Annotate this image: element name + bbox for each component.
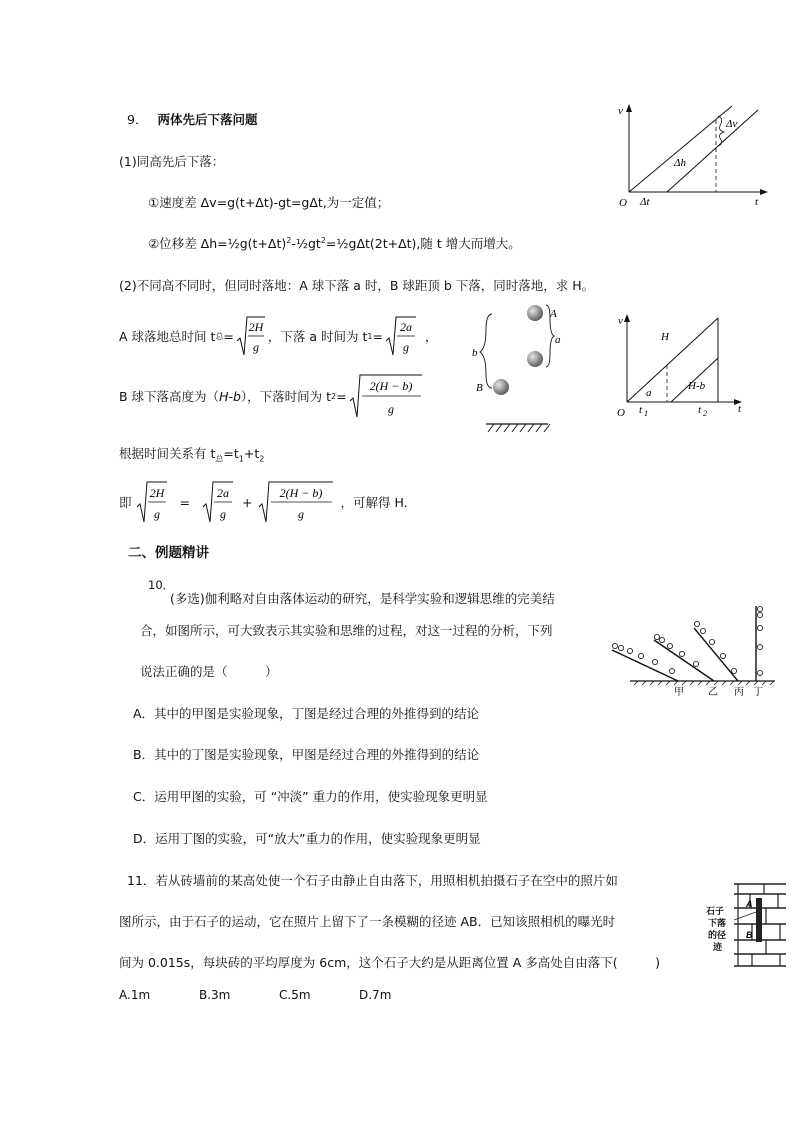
- graph2-Hb: H-b: [688, 380, 706, 392]
- graph1-dh: Δh: [674, 157, 686, 169]
- lineB-mid: ），下落时间为 t: [240, 389, 332, 404]
- relation-sub-zong: 总: [215, 454, 224, 464]
- lineA-end: ，: [424, 329, 438, 344]
- graph2-v: v: [618, 315, 623, 327]
- section9-heading: [127, 110, 257, 128]
- fig-label-yi: 乙: [708, 687, 718, 698]
- balls-A: A: [550, 308, 557, 320]
- lineA-eq2: =: [372, 328, 383, 344]
- q10-number: 10．: [148, 578, 175, 592]
- item2-sup-a: 2: [286, 235, 292, 245]
- wall-caption-4: 迹: [713, 942, 723, 952]
- graph2-a: a: [646, 387, 652, 399]
- fig-label-jia: 甲: [674, 687, 684, 698]
- wall-label-B: B: [746, 930, 753, 940]
- q10-text-1: (多选)伽利略对自由落体运动的研究，是科学实验和逻辑思维的完美结: [170, 591, 555, 606]
- wall-caption-1: 石子: [706, 906, 725, 916]
- graph1-t: t: [755, 196, 759, 208]
- rad-2a-num: 2a: [399, 320, 412, 334]
- wall-caption-2: 下落: [708, 918, 727, 928]
- final-radical-2a: [202, 479, 234, 525]
- q11-option-b: B.3m: [199, 988, 231, 1002]
- graph2-t: t: [738, 403, 742, 415]
- final-pre: 即: [119, 495, 132, 510]
- vt-graph-diff-height: [614, 310, 754, 420]
- q10-line1: [148, 577, 555, 607]
- ball-A-lower: [527, 351, 543, 367]
- final-2H-den: g: [153, 507, 160, 521]
- lineB: [119, 372, 423, 420]
- graph2-O: O: [617, 407, 625, 419]
- wall-caption-3: 的径: [708, 930, 727, 940]
- lineA-sub1: 1: [367, 331, 373, 341]
- balls-a: a: [555, 334, 561, 346]
- section2-heading: 二、例题精讲: [128, 545, 209, 561]
- galileo-balls: [612, 606, 762, 675]
- incline-bing: [694, 628, 738, 681]
- q11-option-c: C.5m: [279, 988, 311, 1002]
- final-2Hb-num: 2(H − b): [280, 486, 323, 500]
- graph1-O: O: [619, 197, 627, 209]
- q11-option-d: D.7m: [359, 988, 392, 1002]
- final-radical-2Hb: [258, 479, 334, 525]
- lineB-pre: B 球下落高度为（: [119, 389, 220, 404]
- final-eq: =: [179, 494, 190, 510]
- item2-sup-b: 2: [320, 235, 326, 245]
- incline-jia: [612, 650, 678, 681]
- q10-option-d: D．运用丁图的实验，可“放大”重力的作用，使实验现象更明显: [133, 831, 481, 846]
- relation-plus: +t: [243, 446, 260, 461]
- graph2-t1-sub: 1: [644, 409, 648, 418]
- ball-B: [493, 379, 509, 395]
- lineA-sub: 总: [215, 331, 224, 341]
- q10-option-c: C．运用甲图的实验，可 “冲淡” 重力的作用，使实验现象更明显: [133, 789, 488, 804]
- graph2-H: H: [661, 331, 669, 343]
- graph2-t2-sub: 2: [703, 409, 707, 418]
- final-2a-num: 2a: [217, 486, 229, 500]
- q11-line3: 间为 0.015s，每块砖的平均厚度为 6cm，这个石子大约是从距离位置 A 多高处自由落下( ): [119, 955, 660, 970]
- relation-sub2: 2: [259, 454, 265, 464]
- lineA: [119, 312, 437, 360]
- graph1-v: v: [618, 105, 623, 117]
- radical-2H-over-g: [236, 314, 266, 358]
- final-plus: +: [242, 494, 253, 510]
- lineA-mid: ，下落 a 时间为 t: [267, 329, 368, 344]
- section9-number: 9．: [127, 112, 148, 127]
- relation-post: =t: [223, 446, 239, 461]
- graph2-t2: t: [698, 404, 702, 416]
- lineA-eq: =: [223, 328, 234, 344]
- final-2H-num: 2H: [149, 486, 164, 500]
- vt-graph-same-height: [612, 100, 772, 212]
- section9-title: 两体先后下落问题: [157, 112, 258, 127]
- ground-hatch: [488, 424, 550, 432]
- item2-mid: -½gt: [291, 236, 321, 251]
- final-2Hb-den: g: [298, 507, 305, 521]
- section9-item1: ①速度差 Δv=g(t+Δt)-gt=gΔt,为一定值；: [148, 195, 390, 210]
- q10-line3: 说法正确的是（ ）: [140, 664, 278, 679]
- final-2a-den: g: [220, 507, 226, 521]
- graph1-dt: Δt: [640, 196, 650, 208]
- balls-diagram: [466, 300, 561, 440]
- relation-pre: 根据时间关系有 t: [119, 446, 216, 461]
- q11-option-a: A.1m: [119, 988, 151, 1002]
- ball-A-top: [527, 305, 543, 321]
- q10-line2: 合，如图所示，可大致表示其实验和思维的过程，对这一过程的分析，下列: [140, 623, 553, 638]
- radical-2Hb-over-g: [349, 372, 423, 420]
- lineB-Hb: H-b: [219, 388, 241, 404]
- graph2-t1: t: [639, 404, 643, 416]
- rad-2a-den: g: [402, 340, 409, 354]
- section9-part2: (2)不同高不同时，但同时落地：A 球下落 a 时，B 球距顶 b 下落，同时落地，求 H。: [119, 278, 595, 293]
- final-radical-2H: [136, 479, 168, 525]
- lineA-pre: A 球落地总时间 t: [119, 329, 216, 344]
- q10-option-a: A．其中的甲图是实验现象，丁图是经过合理的外推得到的结论: [133, 706, 480, 721]
- blur-trace: [756, 898, 762, 942]
- balls-B: B: [476, 382, 483, 394]
- wall-caption: [704, 904, 734, 958]
- lineB-sub2: 2: [331, 391, 337, 401]
- rad-2Hb-den: g: [387, 402, 394, 416]
- wall-label-A: A: [746, 899, 753, 909]
- brick-wall-figure: [704, 880, 788, 970]
- item2-post: =½gΔt(2t+Δt),随 t 增大而增大。: [325, 236, 521, 251]
- radical-2a-over-g: [385, 314, 417, 358]
- relation-sub1: 1: [238, 454, 244, 464]
- final-post: ，可解得 H.: [340, 495, 408, 510]
- rad-2H-den: g: [252, 340, 259, 354]
- q11-line2: 图所示，由于石子的运动，它在照片上留下了一条模糊的径迹 AB．已知该照相机的曝光时: [119, 914, 616, 929]
- section9-item2: [148, 234, 521, 252]
- galileo-inclines-figure: [610, 604, 778, 700]
- graph1-dv: Δv: [726, 118, 738, 130]
- relation-line: [119, 444, 264, 465]
- rad-2Hb-num: 2(H − b): [369, 379, 413, 393]
- item2-pre: ②位移差 Δh=½g(t+Δt): [148, 236, 287, 251]
- q11-line1: 11．若从砖墙前的某高处使一个石子由静止自由落下，用照相机拍摄石子在空中的照片如: [127, 873, 618, 888]
- balls-b: b: [472, 347, 478, 359]
- final-equation: [119, 477, 408, 527]
- incline-yi: [654, 640, 714, 681]
- q11-options: [119, 988, 391, 1002]
- fig-label-ding: 丁: [753, 687, 763, 698]
- rad-2H-num: 2H: [248, 320, 264, 334]
- section9-part1-title: (1)同高先后下落：: [119, 154, 225, 169]
- lineB-eq: =: [336, 388, 347, 404]
- fig-label-bing: 丙: [734, 687, 744, 698]
- q10-option-b: B．其中的丁图是实验现象，甲图是经过合理的外推得到的结论: [133, 747, 480, 762]
